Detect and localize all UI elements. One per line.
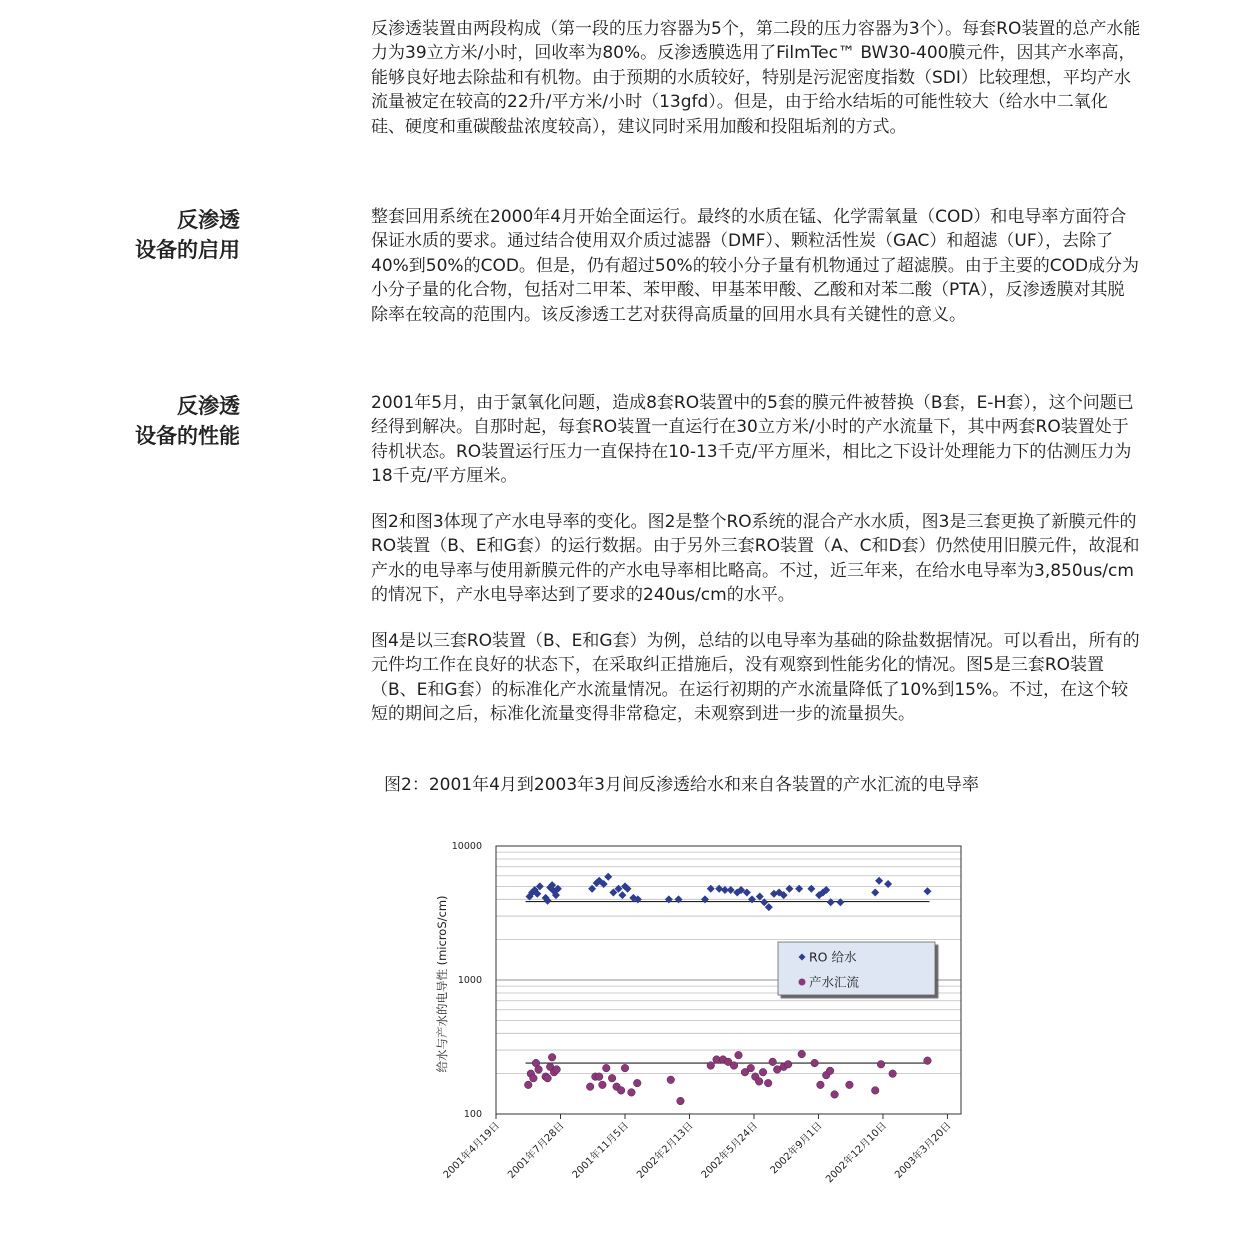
permeate-point xyxy=(548,1053,556,1061)
x-tick-label: 2002年2月13日 xyxy=(635,1120,696,1181)
permeate-point xyxy=(831,1091,839,1099)
permeate-point xyxy=(764,1079,772,1087)
permeate-point xyxy=(628,1089,636,1097)
permeate-point xyxy=(826,1067,834,1075)
permeate-point xyxy=(595,1073,603,1081)
feed-point xyxy=(748,895,756,903)
permeate-point xyxy=(617,1087,625,1095)
permeate-point xyxy=(877,1060,885,1068)
x-axis-ticks xyxy=(440,1114,953,1185)
figure-caption: 图2：2001年4月到2003年3月间反渗透给水和来自各装置的产水汇流的电导率 xyxy=(384,775,979,795)
y-axis-ticks xyxy=(452,841,482,1120)
y-tick-label: 100 xyxy=(463,1109,482,1120)
legend-permeate-marker xyxy=(799,979,806,986)
paragraph-ro-startup: 整套回用系统在2000年4月开始全面运行。最终的水质在锰、化学需氧量（COD）和电导率方面符合保证水质的要求。通过结合使用双介质过滤器（DMF）、颗粒活性炭（GAC）和超滤（UF），去除了40%到50%的COD。但是，仍有超过50%的较小分子量有机物通过了超滤膜。由于主要的COD成分为小分子量的化合物，包括对二甲苯、苯甲酸、甲基苯甲酸、乙酸和对苯二酸（PTA），反渗透膜对其脱除率在较高的范围内。该反渗透工艺对获得高质量的回用水具有关键性的意义。 xyxy=(371,207,1140,325)
conductivity-chart xyxy=(420,832,980,1202)
permeate-point xyxy=(798,1050,806,1058)
permeate-point xyxy=(621,1064,629,1072)
permeate-point xyxy=(817,1081,825,1089)
heading-ro-performance-line2: 设备的性能 xyxy=(135,424,240,448)
permeate-point xyxy=(524,1081,532,1089)
feed-point xyxy=(701,895,709,903)
feed-point xyxy=(884,880,892,888)
feed-point xyxy=(785,885,793,893)
x-tick-label: 2001年7月28日 xyxy=(506,1120,567,1181)
permeate-point xyxy=(667,1076,675,1084)
permeate-point xyxy=(924,1057,932,1065)
permeate-point xyxy=(535,1066,543,1074)
legend-permeate-label: 产水汇流 xyxy=(809,974,860,990)
permeate-point xyxy=(889,1070,897,1078)
y-tick-label: 10000 xyxy=(451,841,482,852)
permeate-point xyxy=(553,1066,561,1074)
permeate-point xyxy=(633,1079,641,1087)
feed-point xyxy=(588,885,596,893)
x-tick-label: 2002年9月1日 xyxy=(768,1120,825,1177)
paragraph-ro-configuration: 反渗透装置由两段构成（第一段的压力容器为5个，第二段的压力容器为3个）。每套RO装置的总产水能力为39立方米/小时，回收率为80%。反渗透膜选用了FilmTec™ BW30-400膜元件，因其产水率高，能够良好地去除盐和有机物。由于预期的水质较好，特别是污泥密度指数（SDI）比较理想，平均产水流量被定在较高的22升/平方米/小时（13gfd）。但是，由于给水结垢的可能性较大（给水中二氧化硅、硬度和重碳酸盐浓度较高），建议同时采用加酸和投阻垢剂的方式。 xyxy=(371,19,1141,137)
feed-point xyxy=(871,888,879,896)
feed-point xyxy=(618,891,626,899)
x-tick-label: 2003年3月20日 xyxy=(893,1120,954,1181)
permeate-point xyxy=(755,1078,763,1086)
permeate-point xyxy=(735,1051,743,1059)
permeate-point xyxy=(811,1059,819,1067)
permeate-point xyxy=(544,1074,552,1082)
legend-feed-label: RO 给水 xyxy=(809,949,857,965)
permeate-point xyxy=(602,1064,610,1072)
x-tick-label: 2001年11月5日 xyxy=(570,1120,632,1181)
permeate-point xyxy=(759,1068,767,1076)
series-permeate xyxy=(524,1050,931,1105)
feed-point xyxy=(665,895,673,903)
permeate-point xyxy=(730,1062,738,1070)
feed-point xyxy=(707,885,715,893)
permeate-point xyxy=(769,1058,777,1066)
permeate-point xyxy=(747,1064,755,1072)
feed-point xyxy=(715,885,723,893)
heading-ro-performance-line1: 反渗透 xyxy=(177,394,240,418)
feed-point xyxy=(604,873,612,881)
heading-ro-startup xyxy=(135,205,240,265)
permeate-point xyxy=(608,1074,616,1082)
paragraph-ro-performance-2: 图2和图3体现了产水电导率的变化。图2是整个RO系统的混合产水水质，图3是三套更换了新膜元件的RO装置（B、E和G套）的运行数据。由于另外三套RO装置（A、C和D套）仍然使用旧膜元件，故混和产水的电导率与使用新膜元件的产水电导率相比略高。不过，近三年来，在给水电导率为3,850us/cm的情况下，产水电导率达到了要求的240us/cm的水平。 xyxy=(371,512,1140,606)
chart-legend xyxy=(778,942,935,995)
heading-ro-startup-line2: 设备的启用 xyxy=(135,238,240,262)
paragraph-ro-performance-1: 2001年5月，由于氯氧化问题，造成8套RO装置中的5套的膜元件被替换（B套，E-H套），这个问题已经得到解决。自那时起，每套RO装置一直运行在30立方米/小时的产水流量下，其中两套RO装置处于待机状态。RO装置运行压力一直保持在10-13千克/平方厘米，相比之下设计处理能力下的估测压力为18千克/平方厘米。 xyxy=(371,393,1134,487)
y-axis-label: 给水与产水的电导性 (microS/cm) xyxy=(435,895,449,1073)
series-ro-feed xyxy=(526,873,932,911)
heading-ro-startup-line1: 反渗透 xyxy=(177,208,240,232)
feed-point xyxy=(807,885,815,893)
permeate-point xyxy=(871,1087,879,1095)
permeate-point xyxy=(586,1083,594,1091)
permeate-point xyxy=(599,1081,607,1089)
permeate-point xyxy=(784,1060,792,1068)
x-tick-label: 2002年5月24日 xyxy=(699,1120,761,1181)
x-tick-label: 2002年12月10日 xyxy=(824,1120,890,1186)
permeate-point xyxy=(530,1074,538,1082)
feed-point xyxy=(923,887,931,895)
y-tick-label: 1000 xyxy=(457,975,482,986)
heading-ro-performance xyxy=(135,391,240,451)
permeate-point xyxy=(677,1097,685,1105)
permeate-point xyxy=(846,1081,854,1089)
paragraph-ro-performance-3: 图4是以三套RO装置（B、E和G套）为例，总结的以电导率为基础的除盐数据情况。可以看出，所有的元件均工作在良好的状态下，在采取纠正措施后，没有观察到性能劣化的情况。图5是三套RO装置（B、E和G套）的标准化产水流量情况。在运行初期的产水流量降低了10%到15%。不过，在这个较短的期间之后，标准化流量变得非常稳定，未观察到进一步的流量损失。 xyxy=(371,631,1140,725)
feed-point xyxy=(675,895,683,903)
feed-point xyxy=(875,877,883,885)
x-tick-label: 2001年4月19日 xyxy=(441,1120,503,1181)
feed-point xyxy=(795,885,803,893)
permeate-point xyxy=(707,1062,715,1070)
